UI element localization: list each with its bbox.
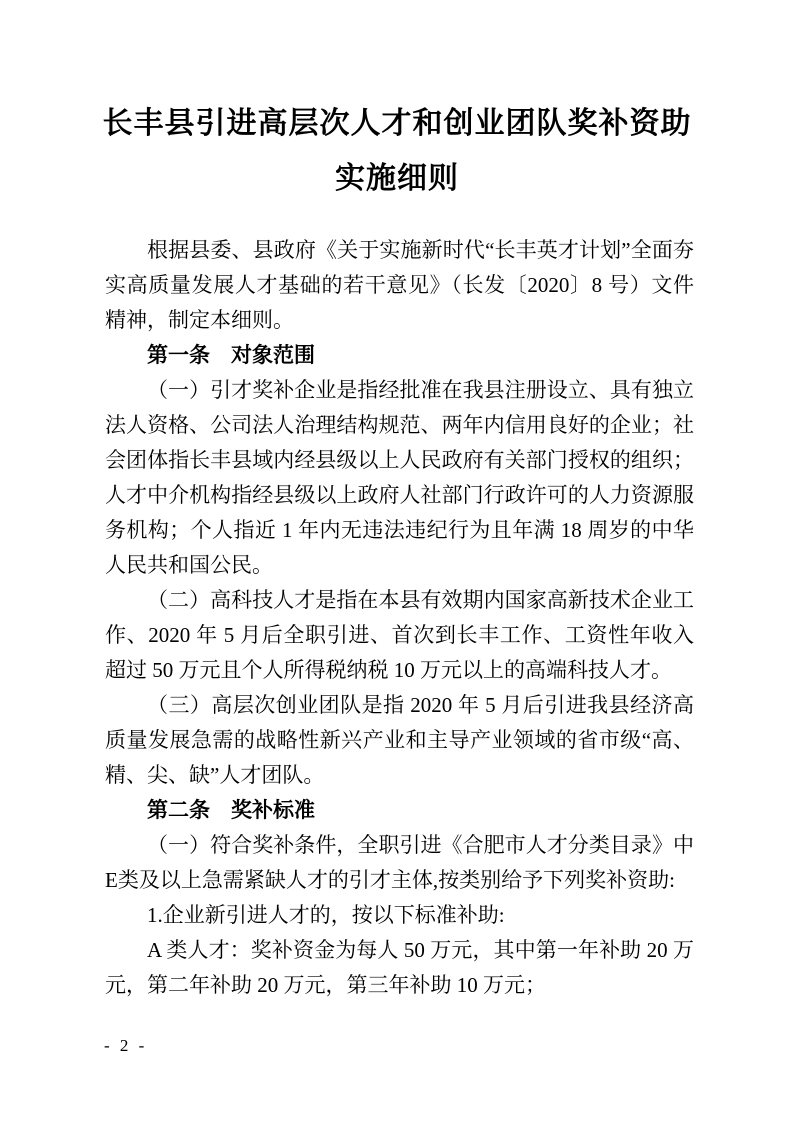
section-heading-article-1: 第一条 对象范围 <box>147 344 315 367</box>
document-title-line-1: 长丰县引进高层次人才和创业团队奖补资助 <box>102 107 692 140</box>
paragraph-item-2: （二）高科技人才是指在本县有效期内国家高新技术企业工作、2020 年 5 月后全职引进、首次到长丰工作、工资性年收入超过 50 万元且个人所得税纳税 10 万元以上的高端科技人才。 <box>105 588 694 682</box>
document-body <box>105 233 694 1003</box>
document-title-line-2: 实施细则 <box>335 162 459 195</box>
paragraph-article2-item-1: （一）符合奖补条件，全职引进《合肥市人才分类目录》中E类及以上急需紧缺人才的引才主体,按类别给予下列奖补资助: <box>105 833 694 892</box>
paragraph-subsidy-rule-1: 1.企业新引进人才的，按以下标准补助: <box>147 903 505 927</box>
paragraph-item-1: （一）引才奖补企业是指经批准在我县注册设立、具有独立法人资格、公司法人治理结构规范、两年内信用良好的企业；社会团体指长丰县域内经县级以上人民政府有关部门授权的组织；人才中介机构指经县级以上政府人社部门行政许可的人力资源服务机构；个人指近 1 年内无违法违纪行为且年满 18 周岁的中华人民共和国公民。 <box>105 378 694 577</box>
paragraph-item-3: （三）高层次创业团队是指 2020 年 5 月后引进我县经济高质量发展急需的战略性新兴产业和主导产业领域的省市级“高、精、尖、缺”人才团队。 <box>105 693 694 787</box>
section-heading-article-2: 第二条 奖补标准 <box>147 799 315 822</box>
document-title <box>0 96 794 206</box>
paragraph-intro: 根据县委、县政府《关于实施新时代“长丰英才计划”全面夯实高质量发展人才基础的若干意见》（长发〔2020〕8 号）文件精神，制定本细则。 <box>105 238 694 332</box>
paragraph-class-a-talent: A 类人才：奖补资金为每人 50 万元，其中第一年补助 20 万元，第二年补助 20 万元，第三年补助 10 万元； <box>105 938 694 997</box>
page-number: - 2 - <box>104 1036 148 1055</box>
